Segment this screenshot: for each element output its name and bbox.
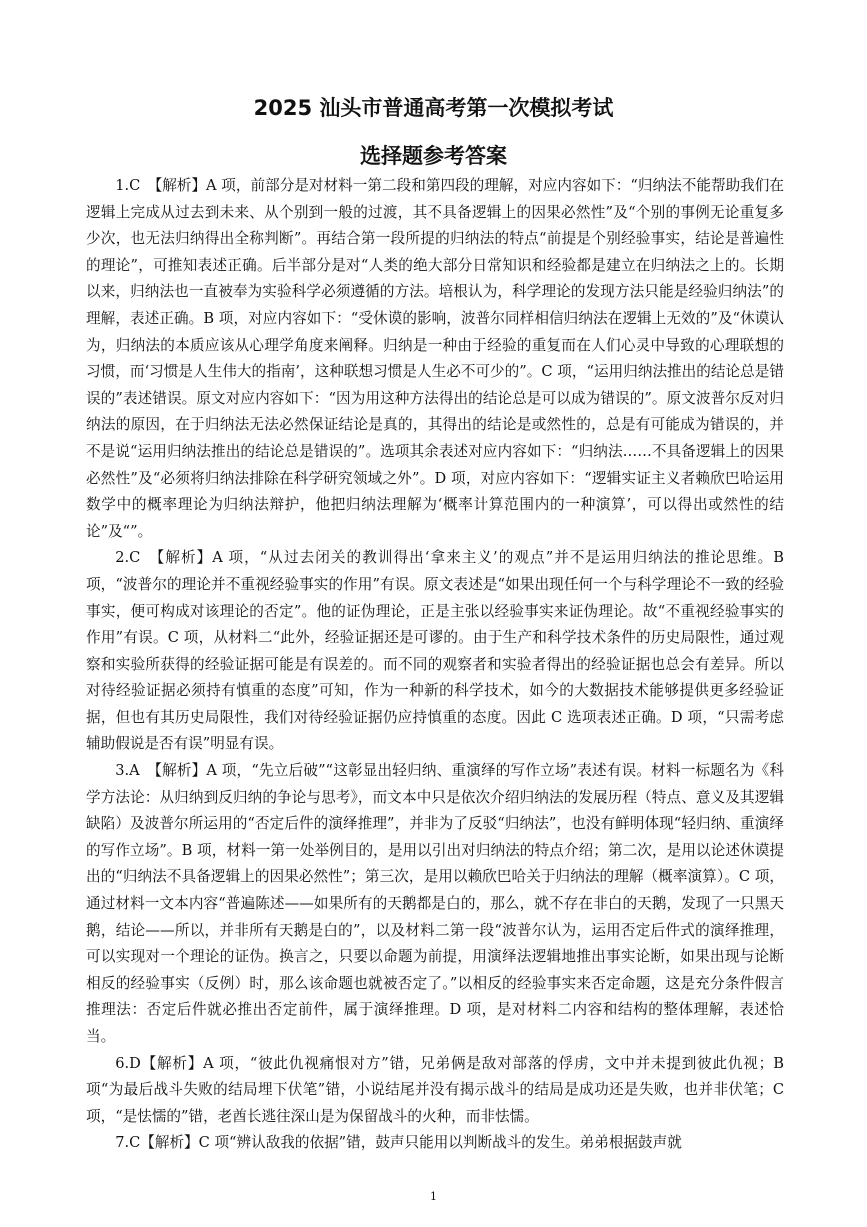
page-number: 1: [430, 1190, 437, 1203]
answer-paragraph-3: 3.A 【解析】A 项，“先立后破”“这彰显出轻归纳、重演绎的写作立场”表述有误。材料一标题名为《科学方法论：从归纳到反归纳的争论与思考》，而文本中只是依次介绍归纳法的发展历程（特点、意义及其逻辑缺陷）及波普尔所运用的“否定后件的演绎推理”，并非为了反驳“归纳法”，也没有鲜明体现“轻归纳、重演绎的写作立场”。B 项，材料一第一处举例目的，是用以引出对归纳法的特点介绍；第二次，是用以论述休谟提出的“归纳法不具备逻辑上的因果必然性”；第三次，是用以赖欣巴哈关于归纳法的理解（概率演算）。C 项，通过材料一文本内容“普遍陈述——如果所有的天鹅都是白的，那么，就不存在非白的天鹅，发现了一只黑天鹅，结论——所以，并非所有天鹅是白的”，以及材料二第一段“波普尔认为，运用否定后件式的演绎推理，可以实现对一个理论的证伪。换言之，只要以命题为前提，用演绎法逻辑地推出事实论断，如果出现与论断相反的经验事实（反例）时，那么该命题也就被否定了。”以相反的经验事实来否定命题，这是充分条件假言推理法：否定后件就必推出否定前件，属于演绎推理。D 项，是对材料二内容和结构的整体理解，表述恰当。: [86, 762, 784, 1045]
answer-body: [86, 173, 784, 1157]
answer-paragraph-1: 1.C 【解析】A 项，前部分是对材料一第二段和第四段的理解，对应内容如下：“归纳法不能帮助我们在逻辑上完成从过去到未来、从个别到一般的过渡，其不具备逻辑上的因果必然性”及“个别的事例无论重复多少次，也无法归纳得出全称判断”。再结合第一段所提的归纳法的特点“前提是个别经验事实，结论是普遍性的理论”，可推知表述正确。后半部分是对“人类的绝大部分日常知识和经验都是建立在归纳法之上的。长期以来，归纳法也一直被奉为实验科学必须遵循的方法。培根认为，科学理论的发现方法只能是经验归纳法”的理解，表述正确。B 项，对应内容如下：“受休谟的影响，波普尔同样相信归纳法在逻辑上无效的”及“休谟认为，归纳法的本质应该从心理学角度来阐释。归纳是一种由于经验的重复而在人们心灵中导致的心理联想的习惯，而‘习惯是人生伟大的指南’，这种联想习惯是人生必不可少的”。C 项，“运用归纳法推出的结论总是错误的”表述错误。原文对应内容如下：“因为用这种方法得出的结论总是可以成为错误的”。原文波普尔反对归纳法的原因，在于归纳法无法必然保证结论是真的，其得出的结论是或然性的，总是有可能成为错误的，并不是说“运用归纳法推出的结论总是错误的”。选项其余表述对应内容如下：“归纳法……不具备逻辑上的因果必然性”及“必须将归纳法排除在科学研究领域之外”。D 项，对应内容如下：“逻辑实证主义者赖欣巴哈运用数学中的概率理论为归纳法辩护，他把归纳法理解为‘概率计算范围内的一种演算’，可以得出或然性的结论”及“”。: [86, 177, 784, 540]
answer-paragraph-6: 6.D【解析】A 项，“彼此仇视痛恨对方”错，兄弟俩是敌对部落的俘虏，文中并未提到彼此仇视；B 项“为最后战斗失败的结局埋下伏笔”错，小说结尾并没有揭示战斗的结局是成功还是失败，也并非伏笔；C 项，“是怯懦的”错，老酋长逃往深山是为保留战斗的火种，而非怯懦。: [86, 1054, 784, 1125]
document-subtitle: 选择题参考答案: [360, 144, 507, 168]
answer-paragraph-2: 2.C 【解析】A 项，“从过去闭关的教训得出‘拿来主义’的观点”并不是运用归纳法的推论思维。B 项，“波普尔的理论并不重视经验事实的作用”有误。原文表述是“如果出现任何一个与科学理论不一致的经验事实，便可构成对该理论的否定”。他的证伪理论，正是主张以经验事实来证伪理论。故“不重视经验事实的作用”有误。C 项，从材料二“此外，经验证据还是可谬的。由于生产和科学技术条件的历史局限性，通过观察和实验所获得的经验证据可能是有误差的。而不同的观察者和实验者得出的经验证据也总会有差异。所以对待经验证据必须持有慎重的态度”可知，作为一种新的科学技术，如今的大数据技术能够提供更多经验证据，但也有其历史局限性，我们对待经验证据仍应持慎重的态度。因此 C 选项表述正确。D 项，“只需考虑辅助假说是否有误”明显有误。: [86, 549, 784, 753]
answer-paragraph-7: 7.C【解析】C 项“辨认敌我的依据”错，鼓声只能用以判断战斗的发生。弟弟根据鼓声就: [115, 1134, 682, 1152]
document-title: 2025 汕头市普通高考第一次模拟考试: [253, 96, 614, 120]
